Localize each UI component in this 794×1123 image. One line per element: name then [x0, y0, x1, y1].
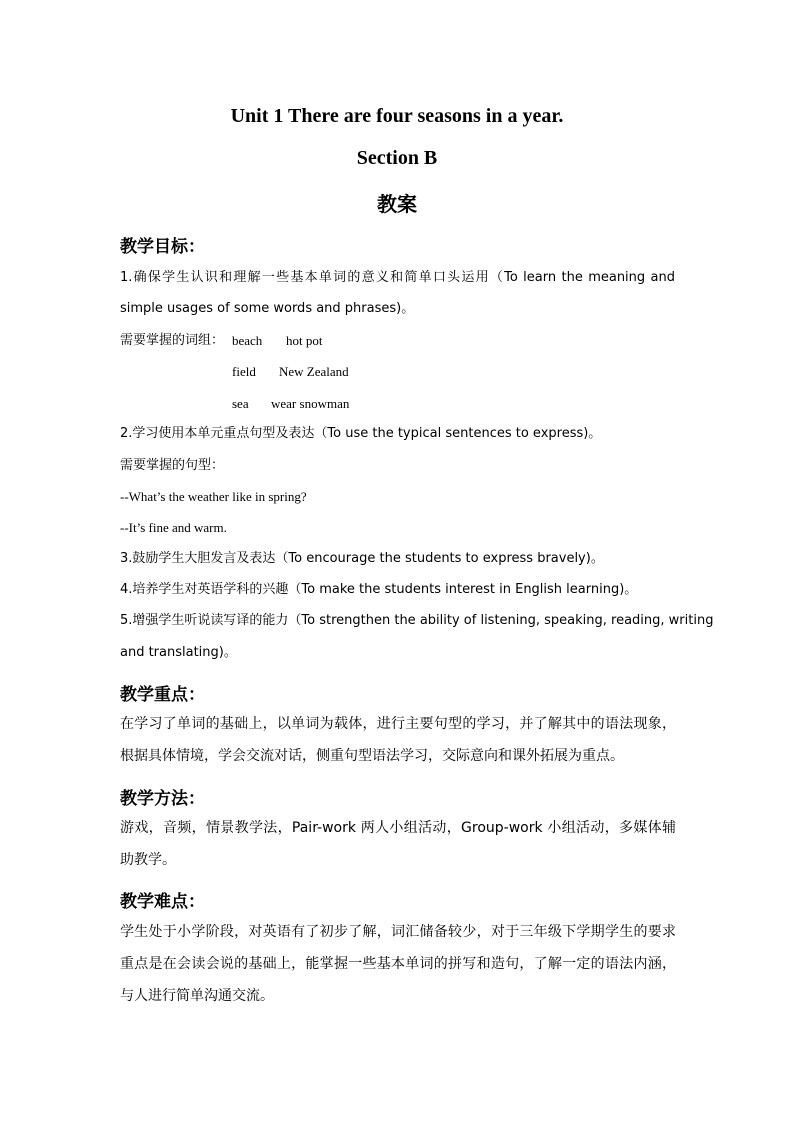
- difficulties-text: 学生处于小学阶段，对英语有了初步了解，词汇储备较少，对于三年级下学期学生的要求重点是在会读会说的基础上，能掌握一些基本单词的拼写和造句，了解一定的语法内涵，与人进行简单沟通交流。: [120, 924, 676, 1004]
- vocab-word: New Zealand: [279, 364, 349, 379]
- objective-2: 2.学习使用本单元重点句型及表达（To use the typical sentences to express)。: [120, 426, 602, 441]
- objective-3: 3.鼓励学生大胆发言及表达（To encourage the students to express bravely)。: [120, 551, 604, 566]
- difficulties-heading: 教学难点：: [120, 892, 205, 912]
- lesson-plan-title: 教案: [377, 192, 417, 216]
- key-points-text: 在学习了单词的基础上，以单词为载体，进行主要句型的学习，并了解其中的语法现象，根据具体情境，学会交流对话，侧重句型语法学习，交际意向和课外拓展为重点。: [120, 716, 676, 764]
- vocab-word: hot pot: [286, 333, 323, 348]
- objectives-heading: 教学目标：: [120, 237, 205, 257]
- objective-1-line-2: simple usages of some words and phrases)。: [120, 301, 415, 316]
- section-title: Section B: [356, 147, 438, 169]
- sentences-label: 需要掌握的句型：: [120, 458, 225, 473]
- methods-heading: 教学方法：: [120, 789, 205, 809]
- methods-text: 游戏，音频，情景教学法，Pair-work 两人小组活动，Group-work 小组活动，多媒体辅助教学。: [120, 820, 676, 868]
- vocab-word: wear snowman: [271, 396, 350, 411]
- sentence-answer: --It’s fine and warm.: [120, 520, 227, 535]
- vocab-word: sea: [232, 396, 249, 411]
- vocab-word: field: [232, 364, 256, 379]
- objective-5-line-1: 5.增强学生听说读写译的能力（To strengthen the ability of listening, speaking, reading, writing: [120, 613, 714, 628]
- sentence-question: --What’s the weather like in spring?: [120, 489, 307, 504]
- key-points-heading: 教学重点：: [120, 685, 205, 705]
- objective-1-line-1: 1.确保学生认识和理解一些基本单词的意义和简单口头运用（To learn the meaning and: [120, 270, 675, 285]
- objective-4: 4.培养学生对英语学科的兴趣（To make the students interest in English learning)。: [120, 582, 638, 597]
- vocab-label: 需要掌握的词组：: [120, 333, 225, 348]
- objective-5-line-2: and translating)。: [120, 645, 237, 660]
- vocab-word: beach: [232, 333, 263, 348]
- document-title: Unit 1 There are four seasons in a year.: [230, 105, 564, 127]
